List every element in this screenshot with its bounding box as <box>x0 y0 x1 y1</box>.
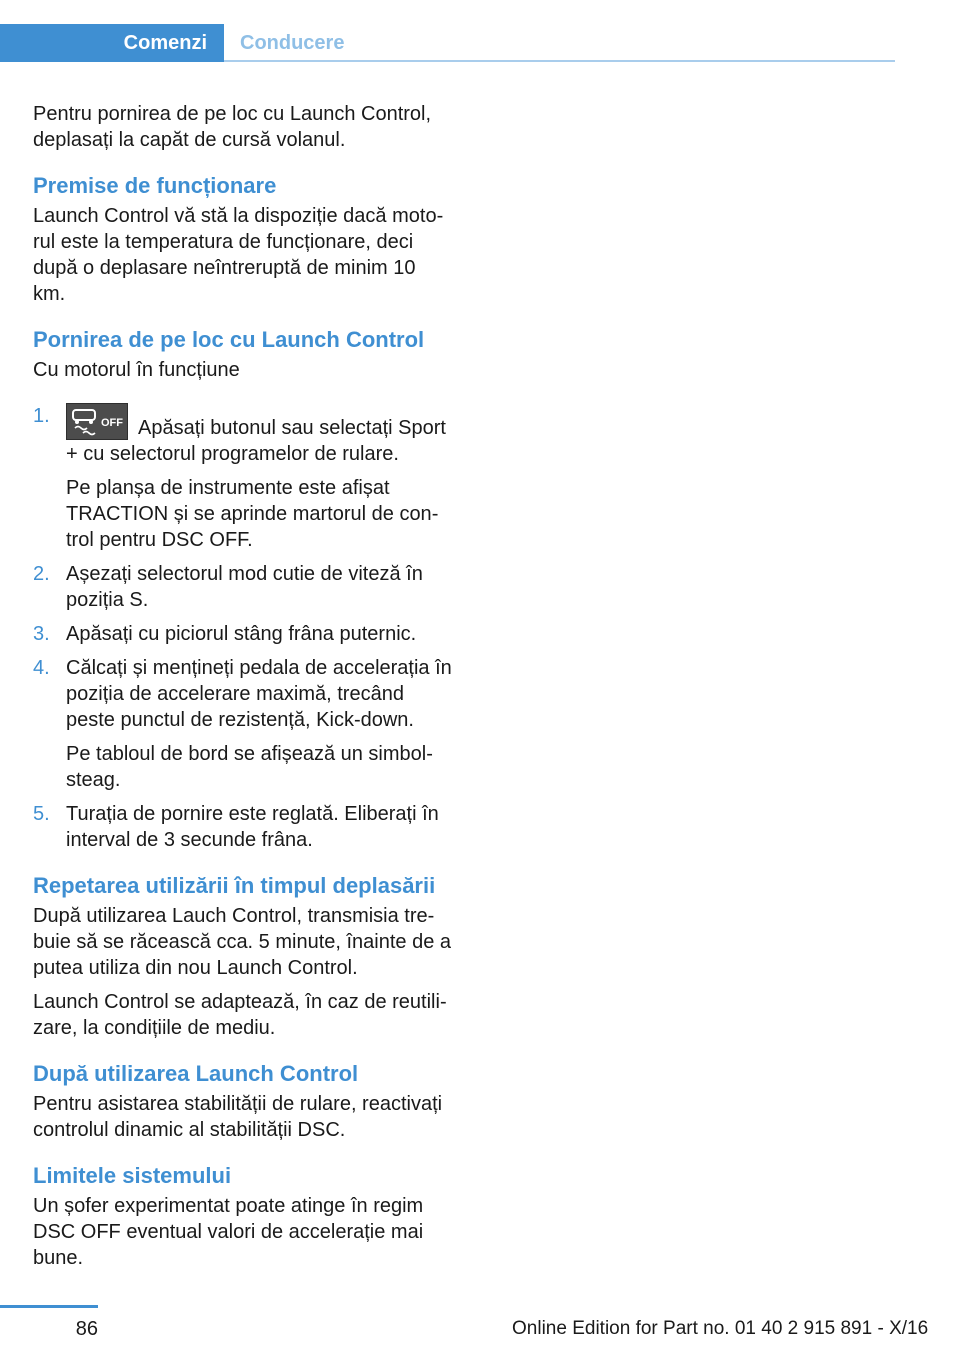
step-text: Așezați selectorul mod cutie de viteză în poziția S. <box>66 563 423 611</box>
footer-rule <box>0 1305 98 1308</box>
list-item <box>33 621 453 647</box>
step-note: Pe planșa de instrumente este afișat TRACTION și se aprinde martorul de control pentru DSC OFF. <box>66 477 439 551</box>
pornirea-lead: Cu motorul în funcțiune <box>33 359 240 381</box>
steps-list <box>33 403 453 853</box>
heading-dupa: După utilizarea Launch Control <box>33 1061 359 1086</box>
dsc-off-label: OFF <box>101 417 123 429</box>
step-number: 5. <box>33 803 50 825</box>
edition-note: Online Edition for Part no. 01 40 2 915 891 - X/16 <box>512 1318 929 1339</box>
page-number: 86 <box>75 1318 98 1340</box>
intro-paragraph: Pentru pornirea de pe loc cu Launch Control, deplasați la capăt de cursă volanul. <box>33 103 432 151</box>
page-content <box>33 101 453 1279</box>
step-number: 1. <box>33 405 50 427</box>
heading-pornirea: Pornirea de pe loc cu Launch Control <box>33 327 425 352</box>
step-number: 3. <box>33 623 50 645</box>
header-tabs <box>0 24 895 62</box>
heading-repetarea: Repetarea utilizării în timpul deplasării <box>33 873 436 898</box>
step-number: 2. <box>33 563 50 585</box>
step-text: Apăsați butonul sau selectați Sport + cu selectorul programelor de rulare. <box>66 417 446 465</box>
tab-divider <box>224 60 895 62</box>
step-text: Călcați și mențineți pedala de accelerația în poziția de accelerare maximă, trecând peste punctul de rezistență, Kick-down. <box>66 657 452 731</box>
heading-premise: Premise de funcționare <box>33 173 277 198</box>
list-item <box>33 655 453 793</box>
list-item <box>33 801 453 853</box>
step-note: Pe tabloul de bord se afișează un simbol-steag. <box>66 743 433 791</box>
limitele-paragraph: Un șofer experimentat poate atinge în regim DSC OFF eventual valori de accelerație mai bune. <box>33 1195 424 1269</box>
step-text: Apăsați cu piciorul stâng frâna puternic. <box>66 623 417 645</box>
step-number: 4. <box>33 657 50 679</box>
step-text: Turația de pornire este reglată. Eliberați în interval de 3 secunde frâna. <box>66 803 439 851</box>
premise-paragraph: Launch Control vă stă la dispoziție dacă motorul este la temperatura de funcționare, deci după o deplasare neîntreruptă de minim 10 km. <box>33 205 444 305</box>
heading-limitele: Limitele sistemului <box>33 1163 232 1188</box>
tab-conducere[interactable]: Conducere <box>240 31 345 54</box>
list-item <box>33 561 453 613</box>
dupa-paragraph: Pentru asistarea stabilității de rulare, reactivați controlul dinamic al stabilității DSC. <box>33 1093 443 1141</box>
dsc-off-icon <box>66 403 128 440</box>
list-item <box>33 403 453 553</box>
repetarea-paragraph-1: După utilizarea Lauch Control, transmisia trebuie să se răcească cca. 5 minute, înainte de a putea utiliza din nou Launch Control. <box>33 905 452 979</box>
repetarea-paragraph-2: Launch Control se adaptează, în caz de reutilizare, la condițiile de mediu. <box>33 991 447 1039</box>
tab-comenzi[interactable]: Comenzi <box>0 24 224 62</box>
